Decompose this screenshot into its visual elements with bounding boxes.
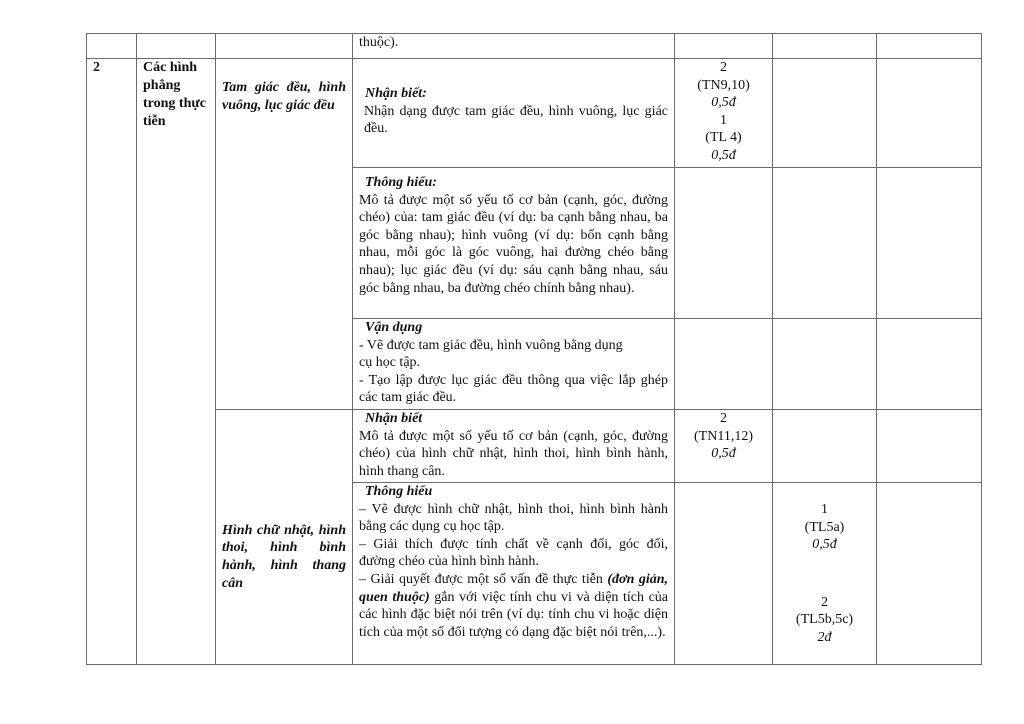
requirement-line: – Giải thích được tính chất về cạnh đối, góc đối, đường chéo của hình bình hành.	[359, 536, 668, 570]
level-label: Nhận biết	[365, 411, 423, 426]
requirement-cell	[353, 319, 675, 410]
understanding-cell	[773, 168, 877, 319]
question-points: 0,5đ	[711, 446, 736, 462]
table-row-continuation	[87, 34, 982, 59]
cell-understanding-empty	[773, 34, 877, 59]
question-count: 2	[720, 411, 727, 426]
cell-recognition-empty	[675, 34, 773, 59]
section-topic	[137, 59, 216, 665]
understanding-cell	[773, 319, 877, 410]
recognition-cell	[675, 59, 773, 168]
requirement-cell	[353, 168, 675, 319]
level-label: Vận dụng	[365, 320, 423, 335]
cell-application-empty	[877, 34, 982, 59]
content-title-text: Hình chữ nhật, hình thoi, hình bình hành, hình thang cân	[222, 522, 346, 591]
recognition-cell	[675, 168, 773, 319]
table-row	[87, 410, 982, 483]
requirement-line: Mô tả được một số yếu tố cơ bản (cạnh, góc, đường chéo) của hình chữ nhật, hình thoi, hình bình hành, hình thang cân.	[359, 428, 668, 479]
question-codes: (TL5b,5c)	[795, 612, 854, 628]
recognition-cell	[675, 319, 773, 410]
cell-topic-empty	[137, 34, 216, 59]
recognition-cell	[675, 410, 773, 483]
application-cell	[877, 483, 982, 665]
cell-requirement-continuation	[353, 34, 675, 59]
requirement-line: – Vẽ được hình chữ nhật, hình thoi, hình bình hành bằng các dụng cụ học tập.	[359, 501, 668, 535]
understanding-cell	[773, 483, 877, 665]
section-number	[87, 59, 137, 665]
requirement-line	[359, 571, 668, 641]
understanding-cell	[773, 410, 877, 483]
content-title-2	[216, 410, 353, 665]
question-codes: (TN9,10)	[697, 77, 750, 93]
question-points: 0,5đ	[812, 537, 837, 553]
content-title-1	[216, 59, 353, 410]
question-count: 2	[821, 594, 828, 610]
application-cell	[877, 319, 982, 410]
question-codes: (TL5a)	[804, 519, 845, 535]
recognition-cell	[675, 483, 773, 665]
application-cell	[877, 168, 982, 319]
question-count: 2	[720, 60, 727, 75]
content-title-text: Tam giác đều, hình vuông, lục giác đều	[222, 80, 346, 113]
requirement-line: Mô tả được một số yếu tố cơ bản (cạnh, góc, đường chéo) của: tam giác đều (ví dụ: ba cạnh bằng nhau, ba góc bằng nhau); hình vuông (ví dụ: bốn cạnh bằng nhau, mỗi góc là góc vuông, hai đường chéo bằng nhau); lục giác đều (ví dụ: sáu cạnh bằng nhau, sáu góc bằng nhau, ba đường chéo chính bằng nhau).	[359, 192, 668, 296]
requirement-emphasis: (đơn giản, quen thuộc)	[359, 571, 668, 605]
cell-number-empty	[87, 34, 137, 59]
requirement-cell	[353, 410, 675, 483]
level-label: Nhận biết:	[365, 86, 427, 101]
question-points: 0,5đ	[711, 147, 736, 163]
question-points: 0,5đ	[711, 95, 736, 111]
specification-matrix-table	[86, 33, 982, 665]
table-row	[87, 59, 982, 168]
requirement-line: - Vẽ được tam giác đều, hình vuông bằng dụng cụ học tập.	[359, 337, 623, 371]
application-cell	[877, 59, 982, 168]
requirement-text: gắn với việc tính chu vi và diện tích của các hình đặc biệt nói trên (ví dụ: tính chu vi hoặc diện tích của một số đối tượng có dạng đặc biệt nói trên,...).	[359, 589, 669, 640]
question-count: 1	[720, 112, 727, 128]
requirement-line: - Tạo lập được lục giác đều thông qua việc lắp ghép các tam giác đều.	[359, 372, 668, 406]
level-label: Thông hiểu:	[365, 175, 437, 190]
level-label: Thông hiểu	[365, 484, 433, 499]
question-codes: (TN11,12)	[694, 428, 753, 444]
requirement-text: thuộc).	[359, 35, 399, 50]
application-cell	[877, 410, 982, 483]
section-topic-text: Các hình phẳng trong thực tiễn	[143, 60, 206, 129]
requirement-cell	[353, 483, 675, 665]
cell-content-empty	[216, 34, 353, 59]
understanding-cell	[773, 59, 877, 168]
requirement-text: – Giải quyết được một số vấn đề thực tiễn	[359, 571, 608, 587]
question-points: 2đ	[817, 629, 832, 645]
question-count: 1	[821, 502, 828, 517]
requirement-line: Nhận dạng được tam giác đều, hình vuông, lục giác đều.	[364, 103, 668, 137]
section-number-text: 2	[93, 60, 100, 75]
spacer	[779, 554, 870, 594]
requirement-cell	[353, 59, 675, 168]
question-codes: (TL 4)	[705, 130, 742, 146]
